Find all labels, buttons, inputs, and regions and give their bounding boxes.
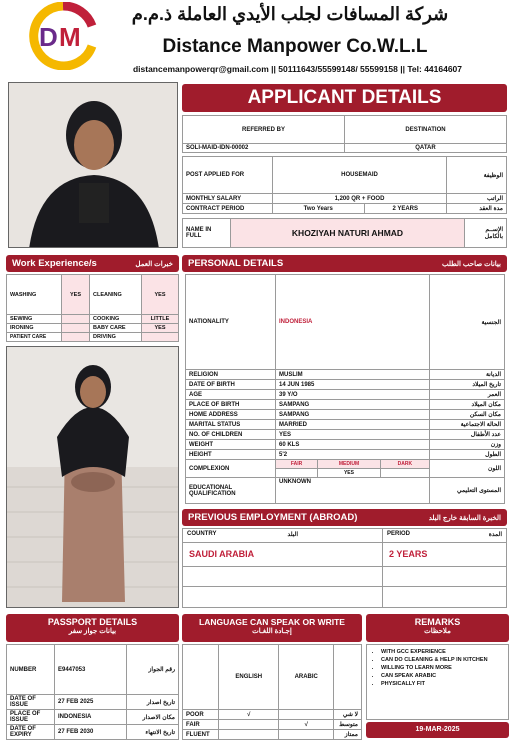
contract-value-2: 2 YEARS (364, 204, 447, 214)
row-value: 27 FEB 2030 (55, 725, 127, 740)
skill-label: SEWING (7, 315, 62, 324)
table-row (186, 420, 505, 430)
row-value: INDONESIA (276, 275, 430, 370)
skill-label: CLEANING (90, 275, 142, 315)
language-table (182, 644, 362, 740)
previous-employment-title-ar: الخبرة السابقة خارج البلد (428, 514, 501, 522)
company-name-english: Distance Manpower Co.W.L.L (162, 36, 428, 57)
row-label: NATIONALITY (186, 275, 276, 370)
language-header (182, 614, 362, 642)
previous-employment-header (182, 509, 507, 526)
language-title-ar: إجـادة اللغـات (252, 628, 292, 635)
table-row (7, 695, 179, 710)
page-title: APPLICANT DETAILS (182, 84, 507, 112)
table-row (186, 400, 505, 410)
passport-table (6, 644, 179, 740)
table-row (186, 450, 505, 460)
skill-value (62, 315, 90, 324)
company-name-arabic: شركة المسافات لجلب الأيدي العاملة ذ.م.م (131, 4, 449, 24)
name-label-ar: الإســم بالكامل (465, 219, 507, 248)
english-mark (219, 730, 279, 740)
remark-item: • WILLING TO LEARN MORE (381, 664, 504, 672)
table-row (186, 430, 505, 440)
arabic-mark: √ (279, 720, 334, 730)
row-value: MARRIED (276, 420, 430, 430)
level-label-ar: متوسط (334, 720, 362, 730)
period-label: PERIOD (387, 531, 411, 537)
row-label-ar: رقم الجواز (127, 645, 179, 695)
salary-label-ar: الراتب (447, 194, 507, 204)
row-label-ar: عدد الأطفال (430, 430, 505, 440)
applicant-full-body-photo (6, 346, 179, 608)
level-label-ar: لا شي (334, 710, 362, 720)
svg-text:D: D (39, 22, 58, 52)
table-row (7, 324, 179, 333)
row-label-ar: وزن (430, 440, 505, 450)
table-row (7, 725, 179, 740)
skill-value (142, 333, 179, 342)
row-label-ar: الديانة (430, 370, 505, 380)
row-label: DATE OF BIRTH (186, 380, 276, 390)
language-title: LANGUAGE CAN SPEAK OR WRITE (199, 617, 345, 627)
complexion-medium-mark: YES (318, 469, 381, 478)
skill-value: LITTLE (142, 315, 179, 324)
col-english: ENGLISH (219, 645, 279, 710)
skill-label: IRONING (7, 324, 62, 333)
post-table (182, 156, 507, 214)
table-row (183, 645, 362, 710)
row-value: INDONESIA (55, 710, 127, 725)
row-label-ar: تاريخ اصدار (127, 695, 179, 710)
row-value: MUSLIM (276, 370, 430, 380)
row-value: SAMPANG (276, 410, 430, 420)
row-label: DATE OF ISSUE (7, 695, 55, 710)
skill-label: WASHING (7, 275, 62, 315)
skill-value: YES (142, 275, 179, 315)
remark-item: • CAN DO CLEANING & HELP IN KITCHEN (381, 656, 504, 664)
passport-title-ar: بيانات جواز سفر (68, 628, 117, 635)
salary-label: MONTHLY SALARY (183, 194, 273, 204)
contract-label: CONTRACT PERIOD (183, 204, 273, 214)
complexion-dark: DARK (380, 460, 429, 469)
skill-value: YES (142, 324, 179, 333)
row-label-ar: تاريخ الانتهاء (127, 725, 179, 740)
row-label: PLACE OF BIRTH (186, 400, 276, 410)
post-label-ar: الوظيفة (447, 157, 507, 194)
salary-value: 1,200 QR + FOOD (273, 194, 447, 204)
table-row (186, 410, 505, 420)
work-experience-title: Work Experience/s (12, 258, 97, 269)
row-label: NO. OF CHILDREN (186, 430, 276, 440)
applicant-portrait-photo (8, 82, 178, 248)
contract-label-ar: مدة العقد (447, 204, 507, 214)
remark-item: • CAN SPEAK ARABIC (381, 672, 504, 680)
company-logo (26, 2, 100, 70)
table-row (186, 275, 505, 370)
post-label: POST APPLIED FOR (183, 157, 273, 194)
skill-label: COOKING (90, 315, 142, 324)
table-row (7, 275, 179, 315)
row-value: 60 KLS (276, 440, 430, 450)
table-row (7, 710, 179, 725)
complexion-fair: FAIR (276, 460, 318, 469)
period-label-ar: المدة (488, 532, 502, 538)
row-label-ar: مكان السكن (430, 410, 505, 420)
previous-country: SAUDI ARABIA (183, 543, 383, 566)
table-row (186, 440, 505, 450)
arabic-mark (279, 730, 334, 740)
row-value: SAMPANG (276, 400, 430, 410)
row-label: PLACE OF ISSUE (7, 710, 55, 725)
arabic-mark (279, 710, 334, 720)
complexion-medium: MEDIUM (318, 460, 381, 469)
row-label: NUMBER (7, 645, 55, 695)
row-value: E9447053 (55, 645, 127, 695)
complexion-label-ar: اللون (430, 460, 505, 478)
row-label-ar: العمر (430, 390, 505, 400)
row-label: DATE OF EXPIRY (7, 725, 55, 740)
company-contact: distancemanpowerqr@gmail.com || 50111643/55599148/ 55599158 || Tel: 44164607 (132, 64, 463, 74)
table-row (186, 380, 505, 390)
row-label-ar: تاريخ الميلاد (430, 380, 505, 390)
row-label-ar: الطول (430, 450, 505, 460)
row-label: WEIGHT (186, 440, 276, 450)
personal-details-header (182, 255, 507, 272)
row-value: 39 Y/O (276, 390, 430, 400)
skill-label: PATIENT CARE (7, 333, 62, 342)
row-label: MARITAL STATUS (186, 420, 276, 430)
passport-title: PASSPORT DETAILS (47, 617, 138, 627)
table-row (7, 315, 179, 324)
name-table (182, 218, 507, 248)
referred-by-value: SOLI-MAID-IDN-00002 (183, 144, 345, 153)
contract-value: Two Years (273, 204, 365, 214)
row-label: HOME ADDRESS (186, 410, 276, 420)
referred-by-label: REFERRED BY (183, 116, 345, 144)
table-row (7, 645, 179, 695)
table-row (186, 370, 505, 380)
remarks-title: REMARKS (414, 617, 461, 627)
table-row (183, 720, 362, 730)
row-label-ar: مكان الميلاد (430, 400, 505, 410)
education-value: UNKNOWN (276, 478, 430, 504)
education-label-ar: المستوى التعليمي (430, 478, 505, 504)
work-experience-table (6, 274, 179, 342)
skill-value (62, 333, 90, 342)
row-value: 27 FEB 2025 (55, 695, 127, 710)
svg-text:M: M (59, 22, 81, 52)
english-mark (219, 720, 279, 730)
remarks-header (366, 614, 509, 642)
passport-header (6, 614, 179, 642)
row-label-ar: الحالة الاجتماعية (430, 420, 505, 430)
personal-details-title-ar: بيانات صاحب الطلب (441, 260, 501, 268)
skill-label: DRIVING (90, 333, 142, 342)
row-value: 5'2 (276, 450, 430, 460)
education-label: EDUCATIONAL QUALIFICATION (186, 478, 276, 504)
table-row (7, 333, 179, 342)
previous-employment-table (182, 528, 507, 608)
personal-details-table (185, 274, 505, 504)
referred-table (182, 115, 507, 153)
remarks-box (366, 644, 509, 720)
complexion-fair-mark (276, 469, 318, 478)
row-label: AGE (186, 390, 276, 400)
row-label-ar: الجنسية (430, 275, 505, 370)
level-label: FLUENT (183, 730, 219, 740)
skill-label: BABY CARE (90, 324, 142, 333)
col-arabic: ARABIC (279, 645, 334, 710)
skill-value (62, 324, 90, 333)
row-label: HEIGHT (186, 450, 276, 460)
previous-period: 2 YEARS (389, 549, 428, 559)
table-row (186, 390, 505, 400)
name-label: NAME IN FULL (183, 219, 231, 248)
personal-details-title: PERSONAL DETAILS (188, 258, 284, 269)
destination-value: QATAR (345, 144, 507, 153)
name-value: KHOZIYAH NATURI AHMAD (231, 219, 465, 248)
row-label-ar: مكان الاصدار (127, 710, 179, 725)
remarks-date: 19-MAR-2025 (366, 722, 509, 738)
english-mark: √ (219, 710, 279, 720)
remark-item: • PHYSICALLY FIT (381, 680, 504, 688)
work-experience-title-ar: خبرات العمل (135, 260, 173, 268)
table-row (183, 730, 362, 740)
level-label-ar: ممتاز (334, 730, 362, 740)
row-value: YES (276, 430, 430, 440)
post-value: HOUSEMAID (273, 157, 447, 194)
education-row (186, 478, 505, 504)
destination-label: DESTINATION (345, 116, 507, 144)
work-experience-header (6, 255, 179, 272)
complexion-dark-mark (380, 469, 429, 478)
skill-value: YES (62, 275, 90, 315)
table-row (183, 710, 362, 720)
country-label-ar: البلد (287, 532, 298, 538)
level-label: POOR (183, 710, 219, 720)
previous-employment-title: PREVIOUS EMPLOYMENT (ABROAD) (188, 512, 358, 523)
level-label: FAIR (183, 720, 219, 730)
remark-item: • WITH GCC EXPERIENCE (381, 648, 504, 656)
row-value: 14 JUN 1985 (276, 380, 430, 390)
remarks-title-ar: ملاحظات (424, 628, 451, 635)
complexion-label: COMPLEXION (186, 460, 276, 478)
complexion-row (186, 460, 505, 469)
country-label: COUNTRY (187, 531, 217, 537)
row-label: RELIGION (186, 370, 276, 380)
